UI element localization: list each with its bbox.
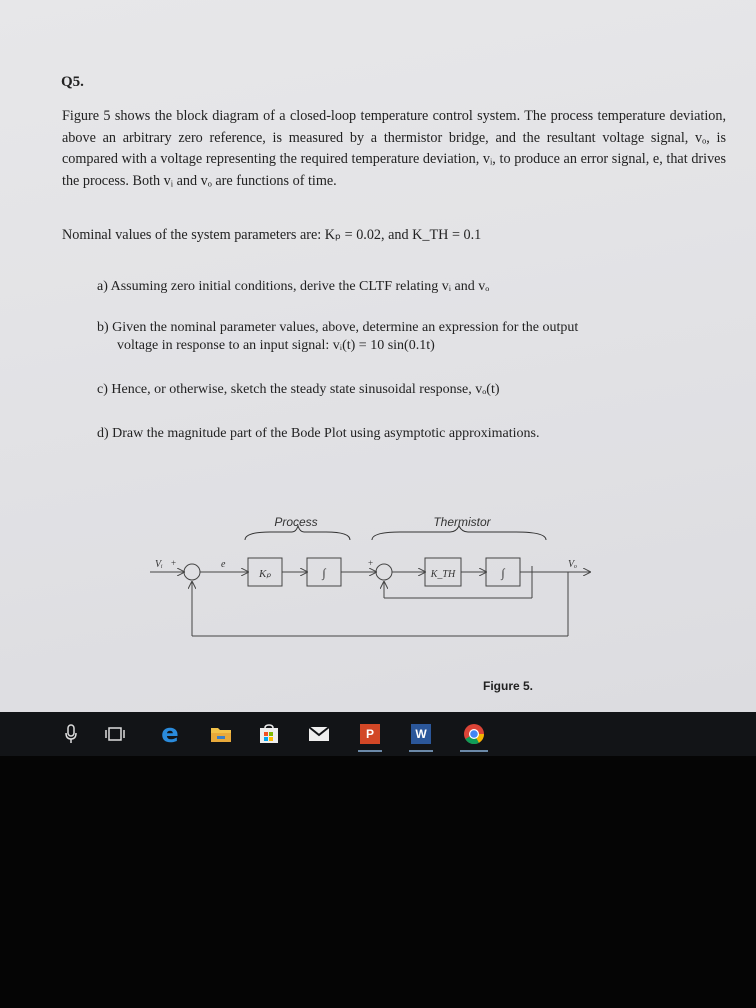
powerpoint-icon[interactable]: P	[352, 712, 388, 756]
microphone-icon[interactable]	[56, 712, 86, 756]
windows-taskbar	[0, 712, 756, 756]
question-number: Q5.	[61, 74, 84, 90]
part-a: a) Assuming zero initial conditions, derive the CLTF relating vᵢ and vₒ	[97, 279, 490, 294]
store-icon[interactable]	[251, 712, 287, 756]
monitor-bezel	[0, 756, 756, 1008]
part-b-line1: b) Given the nominal parameter values, above, determine an expression for the output	[97, 320, 579, 335]
part-c: c) Hence, or otherwise, sketch the steady state sinusoidal response, vₒ(t)	[97, 382, 500, 397]
edge-icon[interactable]: e	[161, 719, 179, 749]
plus-sign-1: +	[171, 558, 177, 568]
question-paragraph: Figure 5 shows the block diagram of a closed-loop temperature control system. The process temperature deviation, above an arbitrary zero reference, is measured by a thermistor bridge, and the resultant voltage signal, vₒ, is compared with a voltage representing the required temperature deviation, vᵢ, to produce an error signal, e, that drives the process. Both vᵢ and vₒ are functions of time.	[62, 108, 726, 189]
input-label: Vᵢ	[155, 559, 163, 570]
part-d: d) Draw the magnitude part of the Bode Plot using asymptotic approximations.	[97, 426, 540, 441]
task-view-icon[interactable]	[100, 712, 130, 756]
integrator-label-1: ∫	[322, 566, 326, 580]
error-label: e	[221, 559, 226, 570]
nominal-values: Nominal values of the system parameters are: Kₚ = 0.02, and K_TH = 0.1	[62, 227, 482, 243]
mail-icon[interactable]	[301, 712, 337, 756]
integrator-label-2: ∫	[501, 566, 505, 580]
kth-label: K_TH	[430, 569, 456, 580]
file-explorer-icon[interactable]	[203, 712, 239, 756]
process-label: Process	[274, 515, 318, 529]
plus-sign-2: +	[368, 558, 374, 568]
output-label: Vₒ	[568, 559, 577, 570]
word-icon[interactable]: W	[403, 712, 439, 756]
figure-caption: Figure 5.	[483, 679, 534, 693]
block-diagram	[150, 510, 600, 650]
kp-label: Kₚ	[258, 568, 272, 580]
part-b-line2: voltage in response to an input signal: vᵢ(t) = 10 sin(0.1t)	[117, 338, 435, 353]
chrome-icon[interactable]	[454, 712, 494, 756]
summing-junction-2	[376, 564, 392, 580]
summing-junction-1	[184, 564, 200, 580]
thermistor-label: Thermistor	[433, 515, 491, 529]
